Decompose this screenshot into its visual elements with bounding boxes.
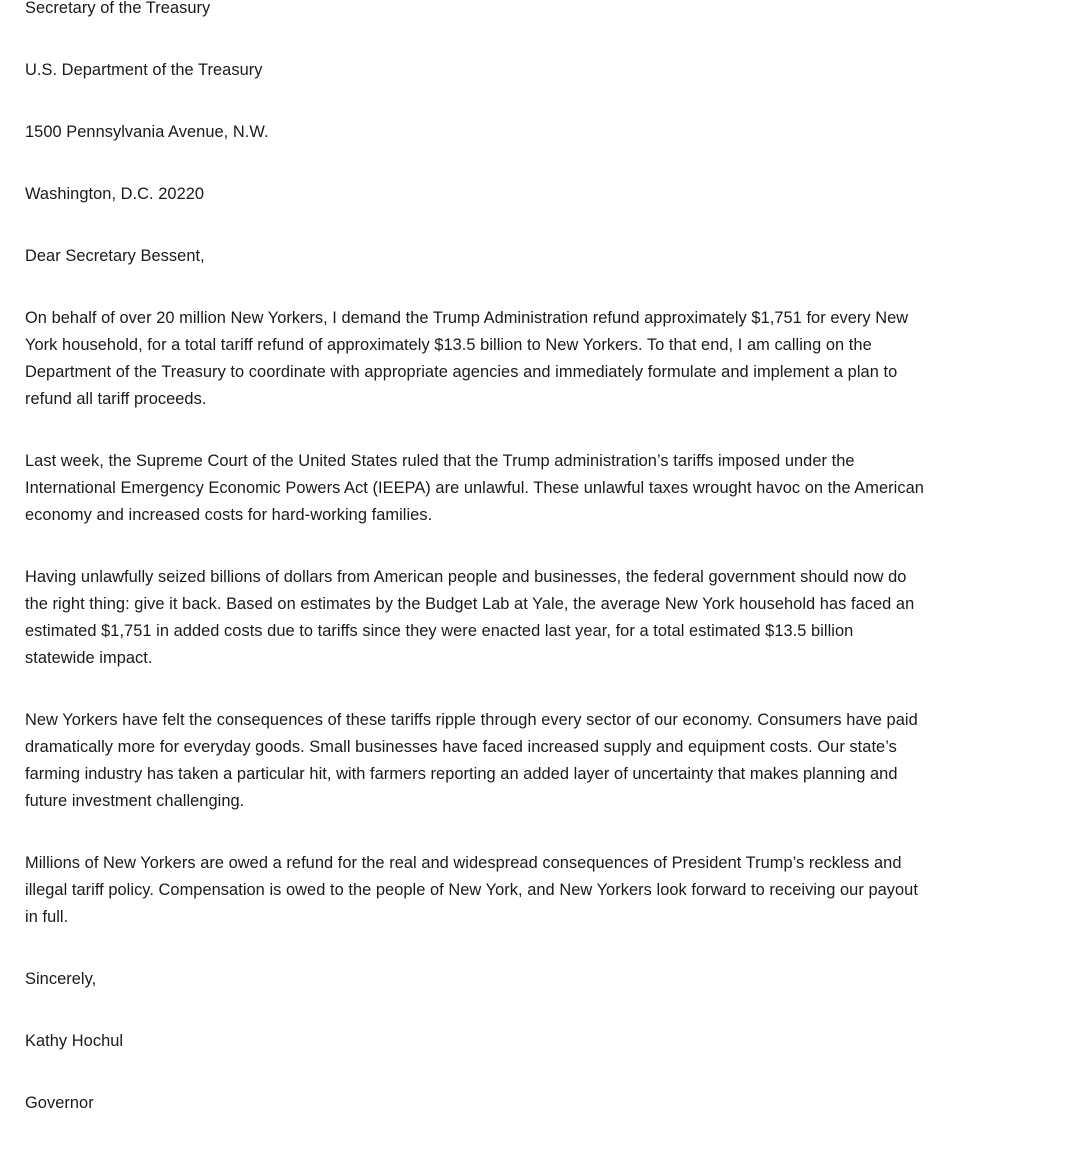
letter-body <box>25 0 925 1152</box>
paragraph-supreme-court: Last week, the Supreme Court of the United States ruled that the Trump administration’s tariffs imposed under the International Emergency Economic Powers Act (IEEPA) are unlawful. These unlawful taxes wrought havoc on the American economy and increased costs for hard-working families. <box>25 452 924 524</box>
recipient-city: Washington, D.C. 20220 <box>25 185 205 203</box>
recipient-title: Secretary of the Treasury <box>25 0 211 17</box>
paragraph-owed-refund: Millions of New Yorkers are owed a refund for the real and widespread consequences of President Trump’s reckless and illegal tariff policy. Compensation is owed to the people of New York, and New Yorkers look forward to receiving our payout in full. <box>25 854 918 926</box>
paragraph-consequences: New Yorkers have felt the consequences of these tariffs ripple through every sector of our economy. Consumers have paid dramatically more for everyday goods. Small businesses have faced increased supply and equipment costs. Our state’s farming industry has taken a particular hit, with farmers reporting an added layer of uncertainty that makes planning and future investment challenging. <box>25 711 918 810</box>
paragraph-give-it-back: Having unlawfully seized billions of dollars from American people and businesses, the federal government should now do the right thing: give it back. Based on estimates by the Budget Lab at Yale, the average New York household has faced an estimated $1,751 in added costs due to tariffs since they were enacted last year, for a total estimated $13.5 billion statewide impact. <box>25 568 915 667</box>
signer-name: Kathy Hochul <box>25 1032 124 1050</box>
recipient-department: U.S. Department of the Treasury <box>25 61 263 79</box>
recipient-street: 1500 Pennsylvania Avenue, N.W. <box>25 123 269 141</box>
paragraph-refund-demand: On behalf of over 20 million New Yorkers, I demand the Trump Administration refund approximately $1,751 for every New York household, for a total tariff refund of approximately $13.5 billion to New Yorkers. To that end, I am calling on the Department of the Treasury to coordinate with appropriate agencies and immediately formulate and implement a plan to refund all tariff proceeds. <box>25 309 909 408</box>
salutation: Dear Secretary Bessent, <box>25 247 205 265</box>
closing: Sincerely, <box>25 970 97 988</box>
signer-title: Governor <box>25 1094 94 1112</box>
